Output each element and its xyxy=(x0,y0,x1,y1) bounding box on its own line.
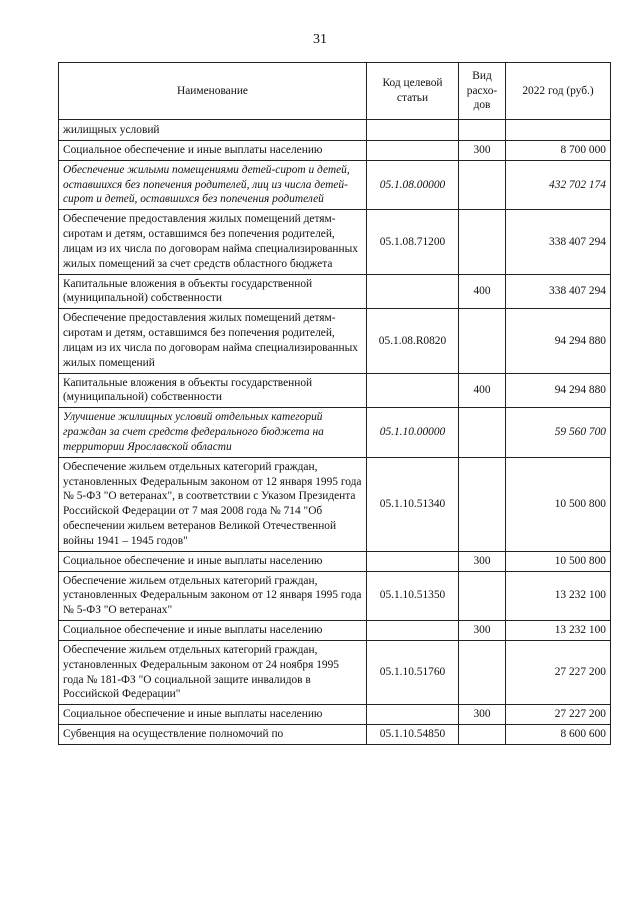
row-type-cell xyxy=(459,571,506,620)
row-code-cell xyxy=(367,551,459,571)
row-code-cell xyxy=(367,373,459,408)
row-type-cell xyxy=(459,120,506,141)
row-code-cell xyxy=(367,274,459,309)
row-type-cell xyxy=(459,210,506,274)
row-amount-cell: 59 560 700 xyxy=(506,408,611,457)
row-type-cell: 300 xyxy=(459,551,506,571)
row-name-cell: Обеспечение жильем отдельных категорий граждан, установленных Федеральным законом от 12 января 1995 года № 5-ФЗ "О ветеранах", в соответствии с Указом Президента Российской Федерации от 7 мая 2008 года № 714 "Об обеспечении жильем ветеранов Великой Отечественной войны 1941 – 1945 годов" xyxy=(59,457,367,551)
row-code-cell: 05.1.10.00000 xyxy=(367,408,459,457)
row-name-cell: Обеспечение жилыми помещениями детей-сирот и детей, оставшихся без попечения родителей, лиц из числа детей-сирот и детей, оставшихся без попечения родителей xyxy=(59,160,367,209)
header-type: Вид расхо-дов xyxy=(459,63,506,120)
header-amount: 2022 год (руб.) xyxy=(506,63,611,120)
table-row xyxy=(59,724,611,744)
row-code-cell: 05.1.08.R0820 xyxy=(367,309,459,373)
table-row xyxy=(59,141,611,161)
table-row xyxy=(59,210,611,274)
table-row xyxy=(59,640,611,704)
table-header-row xyxy=(59,63,611,120)
row-amount-cell: 27 227 200 xyxy=(506,640,611,704)
row-name-cell: Капитальные вложения в объекты государственной (муниципальной) собственности xyxy=(59,274,367,309)
row-code-cell: 05.1.10.51350 xyxy=(367,571,459,620)
row-name-cell: жилищных условий xyxy=(59,120,367,141)
row-code-cell: 05.1.08.71200 xyxy=(367,210,459,274)
row-type-cell: 400 xyxy=(459,373,506,408)
row-type-cell xyxy=(459,309,506,373)
row-name-cell: Обеспечение предоставления жилых помещений детям-сиротам и детям, оставшимся без попечения родителей, лицам из их числа по договорам найма специализированных жилых помещений xyxy=(59,309,367,373)
table-body xyxy=(59,120,611,745)
row-amount-cell: 94 294 880 xyxy=(506,309,611,373)
row-type-cell xyxy=(459,724,506,744)
table-row xyxy=(59,571,611,620)
row-name-cell: Улучшение жилищных условий отдельных категорий граждан за счет средств федерального бюджета на территории Ярославской области xyxy=(59,408,367,457)
row-name-cell: Социальное обеспечение и иные выплаты населению xyxy=(59,705,367,725)
table-row xyxy=(59,373,611,408)
row-type-cell xyxy=(459,457,506,551)
row-name-cell: Обеспечение предоставления жилых помещений детям-сиротам и детям, оставшимся без попечения родителей, лицам из их числа по договорам найма специализированных жилых помещений за счет средств областного бюджета xyxy=(59,210,367,274)
row-code-cell: 05.1.10.54850 xyxy=(367,724,459,744)
table-row xyxy=(59,120,611,141)
row-type-cell: 300 xyxy=(459,621,506,641)
row-type-cell xyxy=(459,408,506,457)
row-code-cell xyxy=(367,141,459,161)
row-type-cell: 300 xyxy=(459,705,506,725)
table-row xyxy=(59,408,611,457)
row-type-cell: 400 xyxy=(459,274,506,309)
row-code-cell: 05.1.10.51760 xyxy=(367,640,459,704)
row-type-cell xyxy=(459,640,506,704)
row-amount-cell: 432 702 174 xyxy=(506,160,611,209)
row-name-cell: Социальное обеспечение и иные выплаты населению xyxy=(59,141,367,161)
table-row xyxy=(59,160,611,209)
row-code-cell: 05.1.10.51340 xyxy=(367,457,459,551)
row-amount-cell: 10 500 800 xyxy=(506,457,611,551)
row-amount-cell: 8 700 000 xyxy=(506,141,611,161)
row-code-cell: 05.1.08.00000 xyxy=(367,160,459,209)
row-name-cell: Обеспечение жильем отдельных категорий граждан, установленных Федеральным законом от 12 января 1995 года № 5-ФЗ "О ветеранах" xyxy=(59,571,367,620)
header-name: Наименование xyxy=(59,63,367,120)
page-number: 31 xyxy=(313,32,327,47)
row-amount-cell: 27 227 200 xyxy=(506,705,611,725)
row-name-cell: Капитальные вложения в объекты государственной (муниципальной) собственности xyxy=(59,373,367,408)
row-amount-cell: 8 600 600 xyxy=(506,724,611,744)
table-row xyxy=(59,274,611,309)
row-code-cell xyxy=(367,120,459,141)
table-row xyxy=(59,309,611,373)
row-amount-cell: 94 294 880 xyxy=(506,373,611,408)
row-amount-cell: 338 407 294 xyxy=(506,210,611,274)
table-row xyxy=(59,621,611,641)
table-row xyxy=(59,705,611,725)
row-name-cell: Социальное обеспечение и иные выплаты населению xyxy=(59,621,367,641)
row-amount-cell: 338 407 294 xyxy=(506,274,611,309)
table-row xyxy=(59,551,611,571)
row-amount-cell xyxy=(506,120,611,141)
row-amount-cell: 10 500 800 xyxy=(506,551,611,571)
row-amount-cell: 13 232 100 xyxy=(506,571,611,620)
row-name-cell: Социальное обеспечение и иные выплаты населению xyxy=(59,551,367,571)
table-row xyxy=(59,457,611,551)
row-code-cell xyxy=(367,705,459,725)
row-type-cell: 300 xyxy=(459,141,506,161)
row-name-cell: Субвенция на осуществление полномочий по xyxy=(59,724,367,744)
budget-table xyxy=(58,62,611,745)
row-amount-cell: 13 232 100 xyxy=(506,621,611,641)
row-type-cell xyxy=(459,160,506,209)
row-code-cell xyxy=(367,621,459,641)
row-name-cell: Обеспечение жильем отдельных категорий граждан, установленных Федеральным законом от 24 ноября 1995 года № 181-ФЗ "О социальной защите инвалидов в Российской Федерации" xyxy=(59,640,367,704)
header-code: Код целевой статьи xyxy=(367,63,459,120)
